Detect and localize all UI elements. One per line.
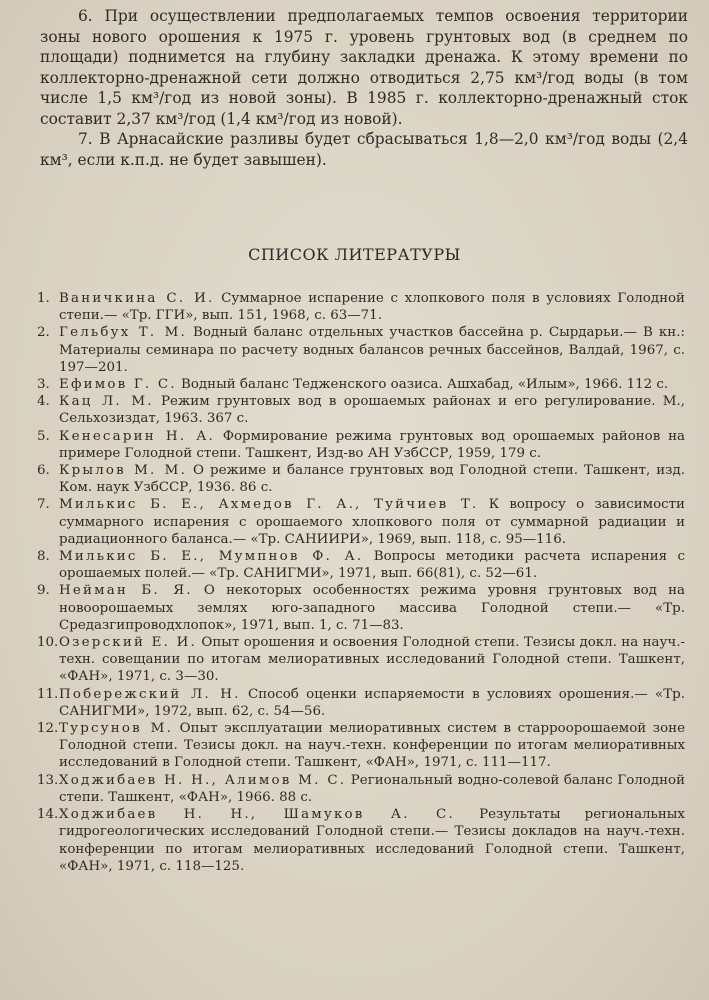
reference-number: 1. bbox=[37, 291, 50, 306]
reference-author: Озерский Е. И. bbox=[59, 635, 198, 651]
references-heading: СПИСОК ЛИТЕРАТУРЫ bbox=[248, 245, 461, 264]
reference-author: Милькис Б. Е., Мумпнов Ф. А. bbox=[59, 549, 364, 565]
reference-number: 11. bbox=[37, 686, 59, 702]
reference-number: 4. bbox=[37, 394, 50, 410]
reference-item bbox=[37, 686, 685, 720]
reference-number: 5. bbox=[37, 428, 50, 444]
reference-item bbox=[37, 462, 685, 496]
conclusion-7: 7. В Арнасайские разливы будет сбрасываться 1,8—2,0 км³/год воды (2,4 км³, если к.п.д. не будет завышен). bbox=[40, 130, 688, 169]
reference-number: 3. bbox=[37, 377, 50, 393]
reference-author: Гельбух Т. М. bbox=[59, 325, 187, 341]
reference-text: Опыт орошения и освоения Голодной степи. Тезисы докл. на науч.-техн. совещании по итогам мелиоративных исследований Голодной степи. Ташкент, «ФАН», 1971, с. 3—30. bbox=[59, 635, 685, 685]
reference-author: Ваничкина С. И. bbox=[59, 291, 215, 306]
references-list bbox=[37, 290, 685, 875]
reference-author: Милькис Б. Е., Ахмедов Г. А., Туйчиев Т. bbox=[59, 497, 479, 513]
reference-text: Водный баланс отдельных участков бассейна р. Сырдарьи.— В кн.: Материалы семинара по расчету водных балансов речных бассейнов, Валдай, 1967, с. 197—201. bbox=[59, 325, 685, 375]
reference-item bbox=[37, 634, 685, 686]
reference-text: Опыт эксплуатации мелиоративных систем в старроорошаемой зоне Голодной степи. Тезисы докл. на науч.-техн. конференции по итогам мелиоративных исследований в Голодной степи. Ташкент, «ФАН», 1971, с. 111—117. bbox=[59, 721, 685, 771]
reference-number: 13. bbox=[37, 772, 59, 788]
reference-author: Ефимов Г. С. bbox=[59, 377, 177, 393]
reference-item bbox=[37, 393, 685, 427]
reference-text: О некоторых особенностях режима уровня грунтовых вод на новоорошаемых землях юго-западного массива Голодной степи.— «Тр. Средазгипроводхлопок», 1971, вып. 1, с. 71—83. bbox=[59, 583, 685, 633]
reference-item bbox=[37, 376, 685, 393]
reference-item bbox=[37, 720, 685, 772]
reference-item bbox=[37, 428, 685, 462]
reference-text: Режим грунтовых вод в орошаемых районах и его регулирование. М., Сельхозиздат, 1963. 367 с. bbox=[59, 394, 685, 427]
reference-number: 6. bbox=[37, 463, 50, 479]
reference-text: Формирование режима грунтовых вод орошаемых районов на примере Голодной степи. Ташкент, Изд-во АН УзбССР, 1959, 179 с. bbox=[59, 428, 686, 461]
reference-author: Крылов М. М. bbox=[59, 463, 188, 479]
reference-number: 14. bbox=[37, 807, 59, 823]
reference-text: О режиме и балансе грунтовых вод Голодной степи. Ташкент, изд. Ком. наук УзбССР, 1936. 86 с. bbox=[59, 463, 685, 496]
reference-text: Суммарное испарение с хлопкового поля в условиях Голодной степи.— «Тр. ГГИ», вып. 151, 1968, с. 63—71. bbox=[59, 291, 685, 324]
reference-author: Нейман Б. Я. bbox=[59, 583, 193, 599]
reference-number: 12. bbox=[37, 721, 59, 737]
reference-text: Результаты региональных гидрогеологических исследований Голодной степи.— Тезисы докладов на науч.-техн. конференции по итогам мелиоративных исследований Голодной степи. Ташкент, «ФАН», 1971, с. 118—125. bbox=[59, 807, 685, 874]
reference-author: Кенесарин Н. А. bbox=[59, 428, 216, 444]
reference-item bbox=[37, 772, 685, 806]
reference-item bbox=[37, 290, 685, 324]
reference-text: К вопросу о зависимости суммарного испарения с орошаемого хлопкового поля от суммарной радиации и радиационного баланса.— «Тр. САНИИРИ», 1969, вып. 118, с. 95—116. bbox=[59, 497, 685, 547]
reference-author: Ходжибаев Н. Н., Шамуков А. С. bbox=[59, 807, 455, 823]
reference-number: 8. bbox=[37, 549, 50, 565]
reference-item bbox=[37, 496, 685, 548]
reference-author: Кац Л. М. bbox=[59, 394, 154, 410]
reference-text: Региональный водно-солевой баланс Голодной степи. Ташкент, «ФАН», 1966. 88 с. bbox=[59, 772, 685, 805]
reference-author: Ходжибаев Н. Н., Алимов М. С. bbox=[59, 772, 347, 788]
reference-text: Вопросы методики расчета испарения с орошаемых полей.— «Тр. САНИГМИ», 1971, вып. 66(81), с. 52—61. bbox=[59, 549, 685, 582]
reference-author: Побережский Л. Н. bbox=[59, 686, 241, 702]
reference-text: Водный баланс Тедженского оазиса. Ашхабад, «Илым», 1966. 112 с. bbox=[176, 377, 669, 393]
reference-text: Способ оценки испаряемости в условиях орошения.— «Тр. САНИГМИ», 1972, вып. 62, с. 54—56. bbox=[59, 686, 685, 719]
reference-item bbox=[37, 806, 685, 875]
reference-number: 7. bbox=[37, 497, 50, 513]
conclusions-section bbox=[40, 6, 688, 170]
reference-item bbox=[37, 324, 685, 376]
reference-item bbox=[37, 582, 685, 634]
reference-number: 9. bbox=[37, 583, 50, 599]
reference-number: 10. bbox=[37, 635, 59, 651]
conclusion-6: 6. При осуществлении предполагаемых темпов освоения территории зоны нового орошения к 1975 г. уровень грунтовых вод (в среднем по площади) поднимется на глубину закладки дренажа. К этому времени по коллекторно-дренажной сети должно отводиться 2,75 км³/год воды (в том числе 1,5 км³/год из новой зоны). В 1985 г. коллекторно-дренажный сток составит 2,37 км³/год (1,4 км³/год из новой). bbox=[40, 7, 688, 128]
reference-author: Турсунов М. bbox=[59, 721, 174, 737]
reference-item bbox=[37, 548, 685, 582]
reference-number: 2. bbox=[37, 325, 50, 341]
